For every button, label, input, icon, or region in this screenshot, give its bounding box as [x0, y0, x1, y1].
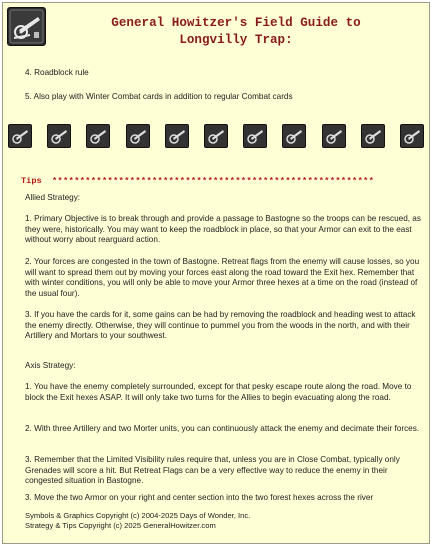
- rule-item-5: 5. Also play with Winter Combat cards in addition to regular Combat cards: [25, 92, 293, 101]
- artillery-cannon-icon: [322, 124, 346, 148]
- artillery-cannon-icon: [7, 7, 46, 46]
- title-line-2: Longvilly Trap:: [179, 33, 293, 47]
- copyright-footer: [25, 511, 421, 531]
- tips-divider: **********************************************************: [51, 176, 375, 186]
- allied-paragraph-1: 1. Primary Objective is to break through and provide a passage to Bastogne so the troops can be rescued, as they were, historically. You may want to keep the roadblock in place, so that your Armor can exit to the east without worry about rearguard action.: [25, 214, 421, 245]
- artillery-cannon-icon: [243, 124, 267, 148]
- axis-paragraph-3: 3. Remember that the Limited Visibility rules require that, unless you are in Close Combat, typically only Grenades will score a hit. But Retreat Flags can be a very effective way to reduce the enemy in their congested situation in Bastogne.: [25, 455, 400, 486]
- artillery-cannon-icon: [361, 124, 385, 148]
- axis-paragraph-1: 1. You have the enemy completely surrounded, except for that pesky escape route along the road. Move to block the Exit hexes ASAP. It will only take two turns for the Allies to begin evacuating along the road.: [25, 382, 412, 402]
- artillery-cannon-icon: [86, 124, 110, 148]
- artillery-cannon-icon: [400, 124, 424, 148]
- allied-strategy-heading: Allied Strategy:: [25, 193, 81, 202]
- artillery-cannon-icon: [8, 124, 32, 148]
- unit-icon-row: [8, 124, 424, 150]
- artillery-cannon-icon: [47, 124, 71, 148]
- artillery-cannon-icon: [204, 124, 228, 148]
- field-guide-page: [2, 2, 430, 544]
- page-title: [49, 15, 423, 49]
- artillery-cannon-icon: [282, 124, 306, 148]
- copyright-line-1: Symbols & Graphics Copyright (c) 2004-2025 Days of Wonder, Inc.: [25, 511, 251, 520]
- axis-paragraph-2: 2. With three Artillery and two Morter units, you can continuously attack the enemy and decimate their forces.: [25, 424, 420, 433]
- title-line-1: General Howitzer's Field Guide to: [111, 16, 361, 30]
- allied-paragraph-2: 2. Your forces are congested in the town of Bastogne. Retreat flags from the enemy will cause losses, so you will want to spread them out by moving your forces east along the road toward the Exit hex. Remember that with winter conditions, you will only be able to move your Armor three hexes at a time on the road (instead of the usual four).: [25, 257, 420, 298]
- axis-strategy-heading: Axis Strategy:: [25, 361, 76, 370]
- tips-heading: [21, 176, 425, 187]
- rule-item-4: 4. Roadblock rule: [25, 68, 89, 77]
- axis-paragraph-4: 3. Move the two Armor on your right and center section into the two forest hexes across the river: [25, 493, 374, 502]
- tips-label: Tips: [21, 176, 42, 186]
- allied-paragraph-3: 3. If you have the cards for it, some gains can be had by removing the roadblock and heading west to attack the enemy directly. Otherwise, they will continue to pummel you from the woods in the north, and with their Artillery and Mortars to your southwest.: [25, 310, 416, 341]
- artillery-cannon-icon: [165, 124, 189, 148]
- artillery-cannon-icon: [126, 124, 150, 148]
- copyright-line-2: Strategy & Tips Copyright (c) 2025 GeneralHowitzer.com: [25, 521, 216, 530]
